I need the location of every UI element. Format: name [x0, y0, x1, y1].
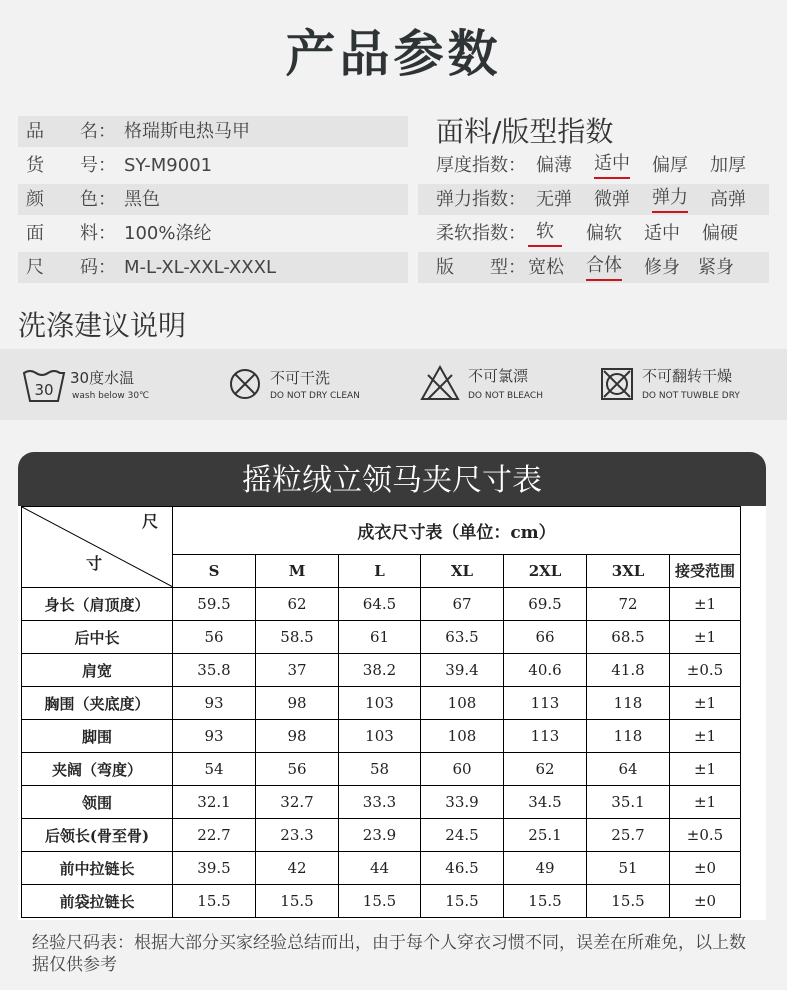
info-label: 尺 码： — [26, 257, 116, 278]
fabric-option-selected: 合体 — [586, 252, 622, 281]
size-chart — [18, 452, 766, 920]
table-cell: 22.7 — [173, 819, 256, 852]
table-cell: 93 — [173, 687, 256, 720]
table-cell: 108 — [421, 687, 504, 720]
table-cell: 58.5 — [256, 621, 339, 654]
fabric-option: 偏硬 — [702, 223, 738, 244]
table-row — [22, 819, 741, 852]
column-header: 接受范围 — [670, 554, 741, 587]
table-row — [22, 852, 741, 885]
table-cell: 33.9 — [421, 786, 504, 819]
table-cell: ±0.5 — [670, 654, 741, 687]
table-cell: ±1 — [670, 588, 741, 621]
fabric-label: 柔软指数： — [436, 223, 526, 244]
row-label: 前中拉链长 — [22, 852, 173, 885]
fabric-option: 紧身 — [698, 257, 734, 278]
table-cell: 62 — [504, 753, 587, 786]
table-row — [22, 654, 741, 687]
row-label: 后中长 — [22, 621, 173, 654]
fabric-option: 偏薄 — [536, 155, 572, 176]
size-chart-title: 摇粒绒立领马夹尺寸表 — [18, 452, 766, 506]
fabric-option: 无弹 — [536, 189, 572, 210]
table-cell: 64 — [587, 753, 670, 786]
info-label: 面 料： — [26, 223, 116, 244]
table-cell: 118 — [587, 720, 670, 753]
table-cell: 62 — [256, 588, 339, 621]
table-cell: 49 — [504, 852, 587, 885]
table-cell: 67 — [421, 588, 504, 621]
table-cell: 46.5 — [421, 852, 504, 885]
fabric-option: 宽松 — [528, 257, 564, 278]
table-cell: ±0 — [670, 885, 741, 918]
table-cell: 33.3 — [339, 786, 421, 819]
table-cell: ±1 — [670, 621, 741, 654]
fabric-option: 偏软 — [586, 223, 622, 244]
table-cell: 15.5 — [504, 885, 587, 918]
row-label: 胸围（夹底度） — [22, 687, 173, 720]
table-cell: 58 — [339, 753, 421, 786]
fabric-option: 适中 — [644, 223, 680, 244]
table-cell: 40.6 — [504, 654, 587, 687]
column-header: 3XL — [587, 554, 670, 587]
table-cell: 32.7 — [256, 786, 339, 819]
table-cell: 15.5 — [173, 885, 256, 918]
footer-text: 经验尺码表：根据大部分买家经验总结而出，由于每个人穿衣习惯不同，误差在所难免，以上数据仅供参考 — [32, 933, 746, 975]
fabric-index-title: 面料/版型指数 — [436, 115, 614, 148]
info-label: 货 号： — [26, 155, 116, 176]
row-label: 身长（肩顶度） — [22, 588, 173, 621]
fabric-label: 版 型： — [436, 257, 526, 278]
table-cell: 25.7 — [587, 819, 670, 852]
wash-item — [22, 363, 192, 407]
no-dry-clean-icon — [228, 367, 262, 405]
table-cell: 56 — [256, 753, 339, 786]
table-row — [22, 588, 741, 621]
fabric-row-fit — [418, 252, 769, 283]
column-header: 2XL — [504, 554, 587, 587]
wash-label-en: DO NOT BLEACH — [468, 391, 543, 401]
table-cell: 23.9 — [339, 819, 421, 852]
info-row-name — [18, 116, 408, 147]
column-header: M — [256, 554, 339, 587]
table-cell: 113 — [504, 687, 587, 720]
table-cell: 60 — [421, 753, 504, 786]
table-cell: 39.5 — [173, 852, 256, 885]
table-cell: 61 — [339, 621, 421, 654]
info-row-sku — [18, 150, 408, 181]
row-label: 肩宽 — [22, 654, 173, 687]
corner-label-bottom: 寸 — [86, 554, 103, 573]
page-title: 产品参数 — [285, 25, 502, 83]
table-cell: 39.4 — [421, 654, 504, 687]
table-row — [22, 687, 741, 720]
table-cell: 51 — [587, 852, 670, 885]
fabric-option-selected: 软 — [528, 218, 562, 247]
no-tumble-dry-icon — [600, 367, 634, 405]
table-cell: 32.1 — [173, 786, 256, 819]
table-row — [22, 720, 741, 753]
table-cell: 72 — [587, 588, 670, 621]
wash-item — [420, 363, 570, 407]
wash-item — [600, 363, 780, 407]
table-row — [22, 753, 741, 786]
wash-label-cn: 不可氯漂 — [468, 367, 529, 385]
info-value: 黑色 — [124, 189, 160, 210]
wash-temp-number: 30 — [34, 381, 54, 399]
row-label: 领围 — [22, 786, 173, 819]
table-cell: 42 — [256, 852, 339, 885]
table-cell: 98 — [256, 720, 339, 753]
table-cell: 103 — [339, 687, 421, 720]
fabric-option-selected: 适中 — [594, 150, 630, 179]
fabric-row-elasticity — [418, 184, 769, 215]
table-cell: 93 — [173, 720, 256, 753]
info-value: SY-M9001 — [124, 155, 213, 176]
table-cell: 69.5 — [504, 588, 587, 621]
table-row — [22, 885, 741, 918]
table-cell: 56 — [173, 621, 256, 654]
info-row-size — [18, 252, 408, 283]
wash-label-cn: 30度水温 — [70, 369, 135, 387]
fabric-option: 加厚 — [710, 155, 746, 176]
size-table — [21, 506, 741, 918]
table-cell: 15.5 — [339, 885, 421, 918]
table-cell: 118 — [587, 687, 670, 720]
row-label: 脚围 — [22, 720, 173, 753]
table-cell: 113 — [504, 720, 587, 753]
table-row — [22, 786, 741, 819]
corner-label-top: 尺 — [141, 512, 158, 531]
table-cell: ±1 — [670, 786, 741, 819]
fabric-label: 厚度指数： — [436, 155, 526, 176]
table-corner-cell — [22, 507, 173, 588]
table-cell: 24.5 — [421, 819, 504, 852]
wash-icons-band — [0, 349, 787, 420]
column-header: L — [339, 554, 421, 587]
info-value: 格瑞斯电热马甲 — [124, 121, 250, 142]
info-value: 100%涤纶 — [124, 223, 212, 244]
table-cell: 37 — [256, 654, 339, 687]
table-cell: 23.3 — [256, 819, 339, 852]
info-row-material — [18, 218, 408, 249]
fabric-option-selected: 弹力 — [652, 184, 688, 213]
table-cell: 35.8 — [173, 654, 256, 687]
row-label: 后领长(骨至骨) — [22, 819, 173, 852]
table-cell: 15.5 — [256, 885, 339, 918]
table-cell: ±1 — [670, 720, 741, 753]
table-cell: 68.5 — [587, 621, 670, 654]
table-row — [22, 621, 741, 654]
fabric-option: 偏厚 — [652, 155, 688, 176]
fabric-label: 弹力指数： — [436, 189, 526, 210]
fabric-option: 高弹 — [710, 189, 746, 210]
table-cell: ±1 — [670, 687, 741, 720]
table-cell: 108 — [421, 720, 504, 753]
table-caption: 成衣尺寸表（单位：cm） — [173, 507, 741, 555]
row-label: 前袋拉链长 — [22, 885, 173, 918]
info-row-color — [18, 184, 408, 215]
table-cell: ±1 — [670, 753, 741, 786]
wash-label-en: wash below 30℃ — [72, 391, 150, 401]
table-cell: 63.5 — [421, 621, 504, 654]
column-header: XL — [421, 554, 504, 587]
table-cell: 66 — [504, 621, 587, 654]
wash-label-en: DO NOT TUWBLE DRY — [642, 391, 740, 401]
table-cell: 98 — [256, 687, 339, 720]
wash-label-en: DO NOT DRY CLEAN — [270, 391, 360, 401]
table-cell: 34.5 — [504, 786, 587, 819]
table-cell: 59.5 — [173, 588, 256, 621]
column-header: S — [173, 554, 256, 587]
no-bleach-icon — [420, 365, 460, 405]
table-cell: 35.1 — [587, 786, 670, 819]
wash-section-title: 洗涤建议说明 — [18, 309, 187, 342]
table-cell: 54 — [173, 753, 256, 786]
table-cell: 38.2 — [339, 654, 421, 687]
footer-note — [0, 920, 787, 990]
table-cell: ±0.5 — [670, 819, 741, 852]
info-label: 品 名： — [26, 121, 116, 142]
info-label: 颜 色： — [26, 189, 116, 210]
fabric-row-thickness — [418, 150, 769, 181]
table-cell: 15.5 — [421, 885, 504, 918]
wash-label-cn: 不可翻转干燥 — [642, 367, 733, 385]
table-cell: 44 — [339, 852, 421, 885]
table-cell: 64.5 — [339, 588, 421, 621]
info-value: M-L-XL-XXL-XXXL — [124, 257, 276, 278]
table-cell: ±0 — [670, 852, 741, 885]
row-label: 夹阔（弯度） — [22, 753, 173, 786]
fabric-option: 微弹 — [594, 189, 630, 210]
wash-item — [228, 363, 378, 407]
wash-label-cn: 不可干洗 — [270, 369, 331, 387]
table-cell: 15.5 — [587, 885, 670, 918]
fabric-option: 修身 — [644, 257, 680, 278]
wash-30-icon — [22, 367, 66, 407]
table-cell: 41.8 — [587, 654, 670, 687]
table-cell: 103 — [339, 720, 421, 753]
fabric-row-softness — [418, 218, 769, 249]
table-cell: 25.1 — [504, 819, 587, 852]
